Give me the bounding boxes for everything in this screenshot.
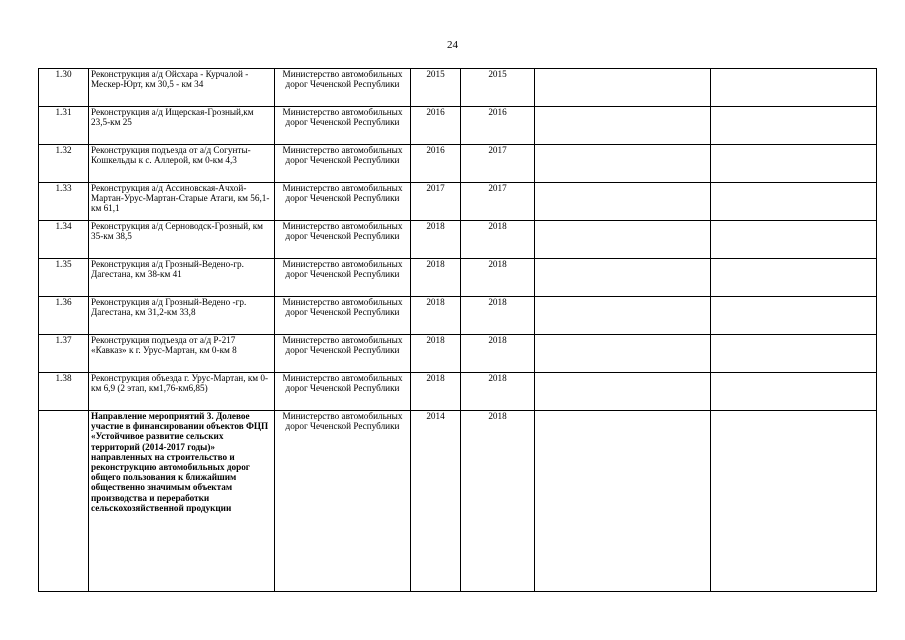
row-empty-cell — [535, 259, 711, 297]
row-empty-cell — [711, 221, 877, 259]
row-name-cell: Реконструкция а/д Грозный-Ведено-гр. Дагестана, км 38-км 41 — [89, 259, 275, 297]
direction-start-year-cell: 2014 — [411, 411, 461, 592]
row-end-year-cell: 2018 — [461, 221, 535, 259]
row-name-cell: Реконструкция а/д Ассиновская-Ачхой-Мартан-Урус-Мартан-Старые Атаги, км 56,1-км 61,1 — [89, 183, 275, 221]
row-name-cell: Реконструкция а/д Серноводск-Грозный, км 35-км 38,5 — [89, 221, 275, 259]
row-start-year-cell: 2018 — [411, 297, 461, 335]
direction-name-cell: Направление мероприятий 3. Долевое участие в финансировании объектов ФЦП «Устойчивое развитие сельских территорий (2014-2017 годы)» направленных на строительство и реконструкцию автомобильных дорог общего пользования к ближайшим общественно значимым объектам производства и переработки сельскохозяйственной продукции — [89, 411, 275, 592]
row-name-cell: Реконструкция подъезда от а/д Р-217 «Кавказ» к г. Урус-Мартан, км 0-км 8 — [89, 335, 275, 373]
row-start-year-cell: 2015 — [411, 69, 461, 107]
row-number-cell: 1.33 — [39, 183, 89, 221]
row-empty-cell — [535, 373, 711, 411]
row-empty-cell — [711, 107, 877, 145]
row-end-year-cell: 2018 — [461, 373, 535, 411]
row-name-cell: Реконструкция а/д Грозный-Ведено -гр. Дагестана, км 31,2-км 33,8 — [89, 297, 275, 335]
row-empty-cell — [711, 373, 877, 411]
table-row — [39, 259, 877, 297]
row-empty-cell — [711, 69, 877, 107]
row-empty-cell — [535, 335, 711, 373]
row-organization-cell: Министерство автомобильных дорог Чеченской Республики — [275, 183, 411, 221]
row-empty-cell — [711, 259, 877, 297]
row-organization-cell: Министерство автомобильных дорог Чеченской Республики — [275, 373, 411, 411]
direction-empty-cell — [535, 411, 711, 592]
table-row — [39, 183, 877, 221]
row-organization-cell: Министерство автомобильных дорог Чеченской Республики — [275, 297, 411, 335]
row-organization-cell: Министерство автомобильных дорог Чеченской Республики — [275, 221, 411, 259]
row-number-cell: 1.36 — [39, 297, 89, 335]
row-start-year-cell: 2017 — [411, 183, 461, 221]
row-empty-cell — [535, 69, 711, 107]
row-empty-cell — [535, 145, 711, 183]
row-empty-cell — [711, 335, 877, 373]
table-row — [39, 297, 877, 335]
row-organization-cell: Министерство автомобильных дорог Чеченской Республики — [275, 259, 411, 297]
direction-row — [39, 411, 877, 592]
row-empty-cell — [535, 183, 711, 221]
direction-end-year-cell: 2018 — [461, 411, 535, 592]
row-end-year-cell: 2017 — [461, 183, 535, 221]
direction-empty-cell — [711, 411, 877, 592]
row-organization-cell: Министерство автомобильных дорог Чеченской Республики — [275, 107, 411, 145]
table-row — [39, 69, 877, 107]
row-number-cell: 1.35 — [39, 259, 89, 297]
row-organization-cell: Министерство автомобильных дорог Чеченской Республики — [275, 335, 411, 373]
table-row — [39, 221, 877, 259]
table-body — [39, 69, 877, 592]
row-start-year-cell: 2016 — [411, 145, 461, 183]
program-table — [38, 68, 877, 592]
row-empty-cell — [535, 297, 711, 335]
row-end-year-cell: 2016 — [461, 107, 535, 145]
row-number-cell: 1.31 — [39, 107, 89, 145]
row-organization-cell: Министерство автомобильных дорог Чеченской Республики — [275, 145, 411, 183]
table-row — [39, 373, 877, 411]
row-start-year-cell: 2018 — [411, 221, 461, 259]
row-empty-cell — [535, 107, 711, 145]
row-start-year-cell: 2018 — [411, 373, 461, 411]
table-row — [39, 107, 877, 145]
row-end-year-cell: 2015 — [461, 69, 535, 107]
row-name-cell: Реконструкция подъезда от а/д Согунты-Кошкельды к с. Аллерой, км 0-км 4,3 — [89, 145, 275, 183]
row-end-year-cell: 2018 — [461, 259, 535, 297]
row-end-year-cell: 2018 — [461, 335, 535, 373]
row-empty-cell — [711, 145, 877, 183]
row-end-year-cell: 2017 — [461, 145, 535, 183]
row-end-year-cell: 2018 — [461, 297, 535, 335]
row-name-cell: Реконструкция а/д Ищерская-Грозный,км 23,5-км 25 — [89, 107, 275, 145]
table-row — [39, 145, 877, 183]
row-number-cell: 1.37 — [39, 335, 89, 373]
row-start-year-cell: 2016 — [411, 107, 461, 145]
table-row — [39, 335, 877, 373]
row-empty-cell — [535, 221, 711, 259]
page-number: 24 — [447, 39, 458, 51]
row-number-cell: 1.38 — [39, 373, 89, 411]
row-empty-cell — [711, 183, 877, 221]
row-name-cell: Реконструкция а/д Ойсхара - Курчалой - Мескер-Юрт, км 30,5 - км 34 — [89, 69, 275, 107]
row-start-year-cell: 2018 — [411, 335, 461, 373]
direction-number-cell — [39, 411, 89, 592]
row-empty-cell — [711, 297, 877, 335]
row-number-cell: 1.32 — [39, 145, 89, 183]
direction-organization-cell: Министерство автомобильных дорог Чеченской Республики — [275, 411, 411, 592]
row-start-year-cell: 2018 — [411, 259, 461, 297]
row-number-cell: 1.30 — [39, 69, 89, 107]
row-organization-cell: Министерство автомобильных дорог Чеченской Республики — [275, 69, 411, 107]
row-name-cell: Реконструкция объезда г. Урус-Мартан, км 0-км 6,9 (2 этап, км1,76-км6,85) — [89, 373, 275, 411]
row-number-cell: 1.34 — [39, 221, 89, 259]
